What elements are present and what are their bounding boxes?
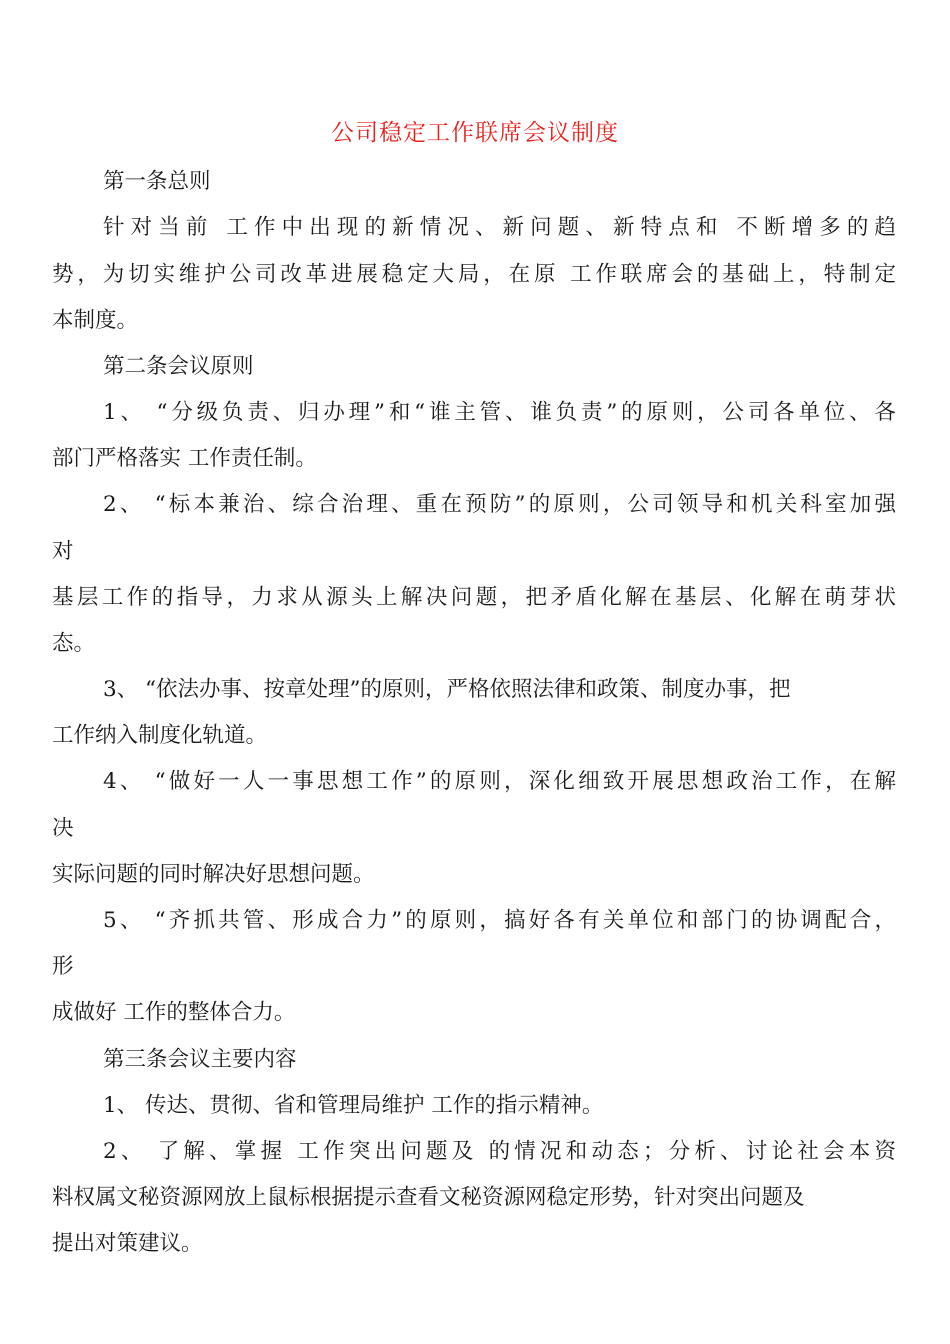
paragraph-line: 成做好 工作的整体合力。 xyxy=(52,1000,296,1025)
paragraph-line: 决 xyxy=(52,816,74,841)
paragraph-line: 3、 “依法办事、按章处理”的原则，严格依照法律和政策、制度办事，把 xyxy=(103,677,791,702)
article-2-heading: 第二条会议原则 xyxy=(103,354,254,379)
paragraph-line: 5、 “齐抓共管、形成合力”的原则，搞好各有关单位和部门的协调配合， xyxy=(103,908,896,933)
paragraph-line: 2、 了解、掌握 工作突出问题及 的情况和动态；分析、讨论社会本资 xyxy=(103,1139,896,1164)
paragraph-line: 对 xyxy=(52,539,74,564)
paragraph-line: 1、 “分级负责、归办理”和“谁主管、谁负责”的原则，公司各单位、各 xyxy=(103,400,896,425)
document-title: 公司稳定工作联席会议制度 xyxy=(331,120,619,146)
paragraph-line: 料权属文秘资源网放上鼠标根据提示查看文秘资源网稳定形势，针对突出问题及 xyxy=(52,1185,805,1210)
paragraph-line: 基层工作的指导，力求从源头上解决问题，把矛盾化解在基层、化解在萌芽状 xyxy=(52,585,896,610)
paragraph-line: 本制度。 xyxy=(52,308,139,333)
paragraph-line: 4、 “做好一人一事思想工作”的原则，深化细致开展思想政治工作，在解 xyxy=(103,769,896,794)
article-1-heading: 第一条总则 xyxy=(103,169,211,194)
paragraph-line: 实际问题的同时解决好思想问题。 xyxy=(52,862,375,887)
paragraph-line: 提出对策建议。 xyxy=(52,1231,203,1256)
article-3-heading: 第三条会议主要内容 xyxy=(103,1047,297,1072)
paragraph-line: 2、 “标本兼治、综合治理、重在预防”的原则，公司领导和机关科室加强 xyxy=(103,492,896,517)
paragraph-line: 势，为切实维护公司改革进展稳定大局，在原 工作联席会的基础上，特制定 xyxy=(52,262,896,287)
paragraph-line: 针对当前 工作中出现的新情况、新问题、新特点和 不断增多的趋 xyxy=(103,215,896,240)
paragraph-line: 工作纳入制度化轨道。 xyxy=(52,723,268,748)
paragraph-line: 1、 传达、贯彻、省和管理局维护 工作的指示精神。 xyxy=(103,1093,604,1118)
paragraph-line: 态。 xyxy=(52,631,96,656)
paragraph-line: 形 xyxy=(52,954,74,979)
paragraph-line: 部门严格落实 工作责任制。 xyxy=(52,446,317,471)
